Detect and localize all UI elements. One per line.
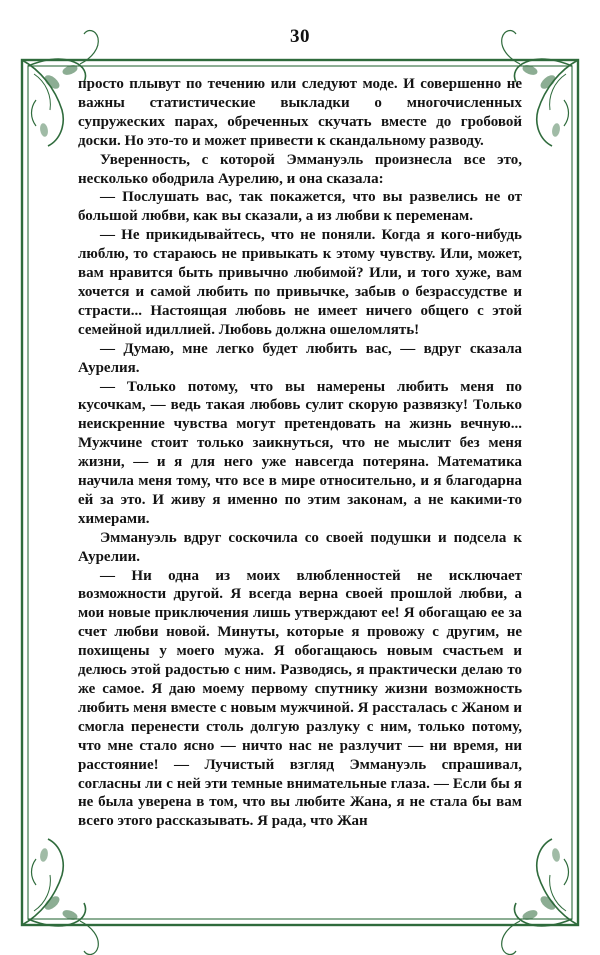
corner-ornament-bottom-right bbox=[502, 839, 578, 954]
paragraph: — Послушать вас, так покажется, что вы развелись не от большой любви, как вы сказали, а из любви к переменам. bbox=[78, 189, 522, 225]
page-number: 30 bbox=[290, 26, 310, 47]
body-text bbox=[78, 75, 522, 831]
paragraph: — Только потому, что вы намерены любить меня по кусочкам, — ведь такая любовь сулит скорую развязку! Только неискренние чувства могут претендовать на жизнь вечную... Мужчине стоит только заикнуться, что не мыслит без меня жизни, — и я для него уже навсегда потеряна. Математика научила меня тому, что все в мире относительно, и я благодарна ей за это. И живу я именно по этим законам, а не какими-то химерами. bbox=[78, 378, 522, 527]
corner-ornament-bottom-left bbox=[22, 839, 98, 954]
paragraph: — Ни одна из моих влюбленностей не исключает возможности другой. Я всегда верна своей прошлой любви, а мои новые приключения лишь утверждают ее! Я обогащаю ее за счет любви новой. Минуты, которые я провожу с другим, не похищены у моего мужа. Я обогащаюсь новым счастьем и делюсь этой радостью с ним. Разводясь, я практически делаю то же самое. Я даю моему первому спутнику жизни возможность любить меня вместе с новым мужчиной. Я рассталась с Жаном и смогла перенести столь долгую разлуку с ним, только потому, что мне стало ясно — ничто нас не разлучит — ни время, ни расстояние! — Лучистый взгляд Эммануэль спрашивал, согласны ли с ней эти темные внимательные глаза. — Если бы я не была уверена в том, что вы любите Жана, я не стала бы вам всего этого рассказывать. Я рада, что Жан bbox=[78, 567, 522, 830]
paragraph: — Не прикидывайтесь, что не поняли. Когда я кого-нибудь люблю, то стараюсь не привыкать к этому чувству. Или, может, вам нравится быть привычно любимой? Или, и того хуже, вам хочется и самой любить по привычке, забыв о безрассудстве и страсти... Настоящая любовь не имеет ничего общего с этой семейной идиллией. Любовь должна ошеломлять! bbox=[78, 227, 522, 338]
paragraph: Уверенность, с которой Эммануэль произнесла все это, несколько ободрила Аурелию, и она сказала: bbox=[78, 151, 522, 187]
paragraph: — Думаю, мне легко будет любить вас, — вдруг сказала Аурелия. bbox=[78, 340, 522, 376]
paragraph: просто плывут по течению или следуют моде. И совершенно не важны статистические выкладки о многочисленных супружеских парах, обреченных скучать вместе до гробовой доски. Но это-то и может привести к скандальному разводу. bbox=[78, 76, 522, 149]
paragraph: Эммануэль вдруг соскочила со своей подушки и подсела к Аурелии. bbox=[78, 529, 522, 565]
